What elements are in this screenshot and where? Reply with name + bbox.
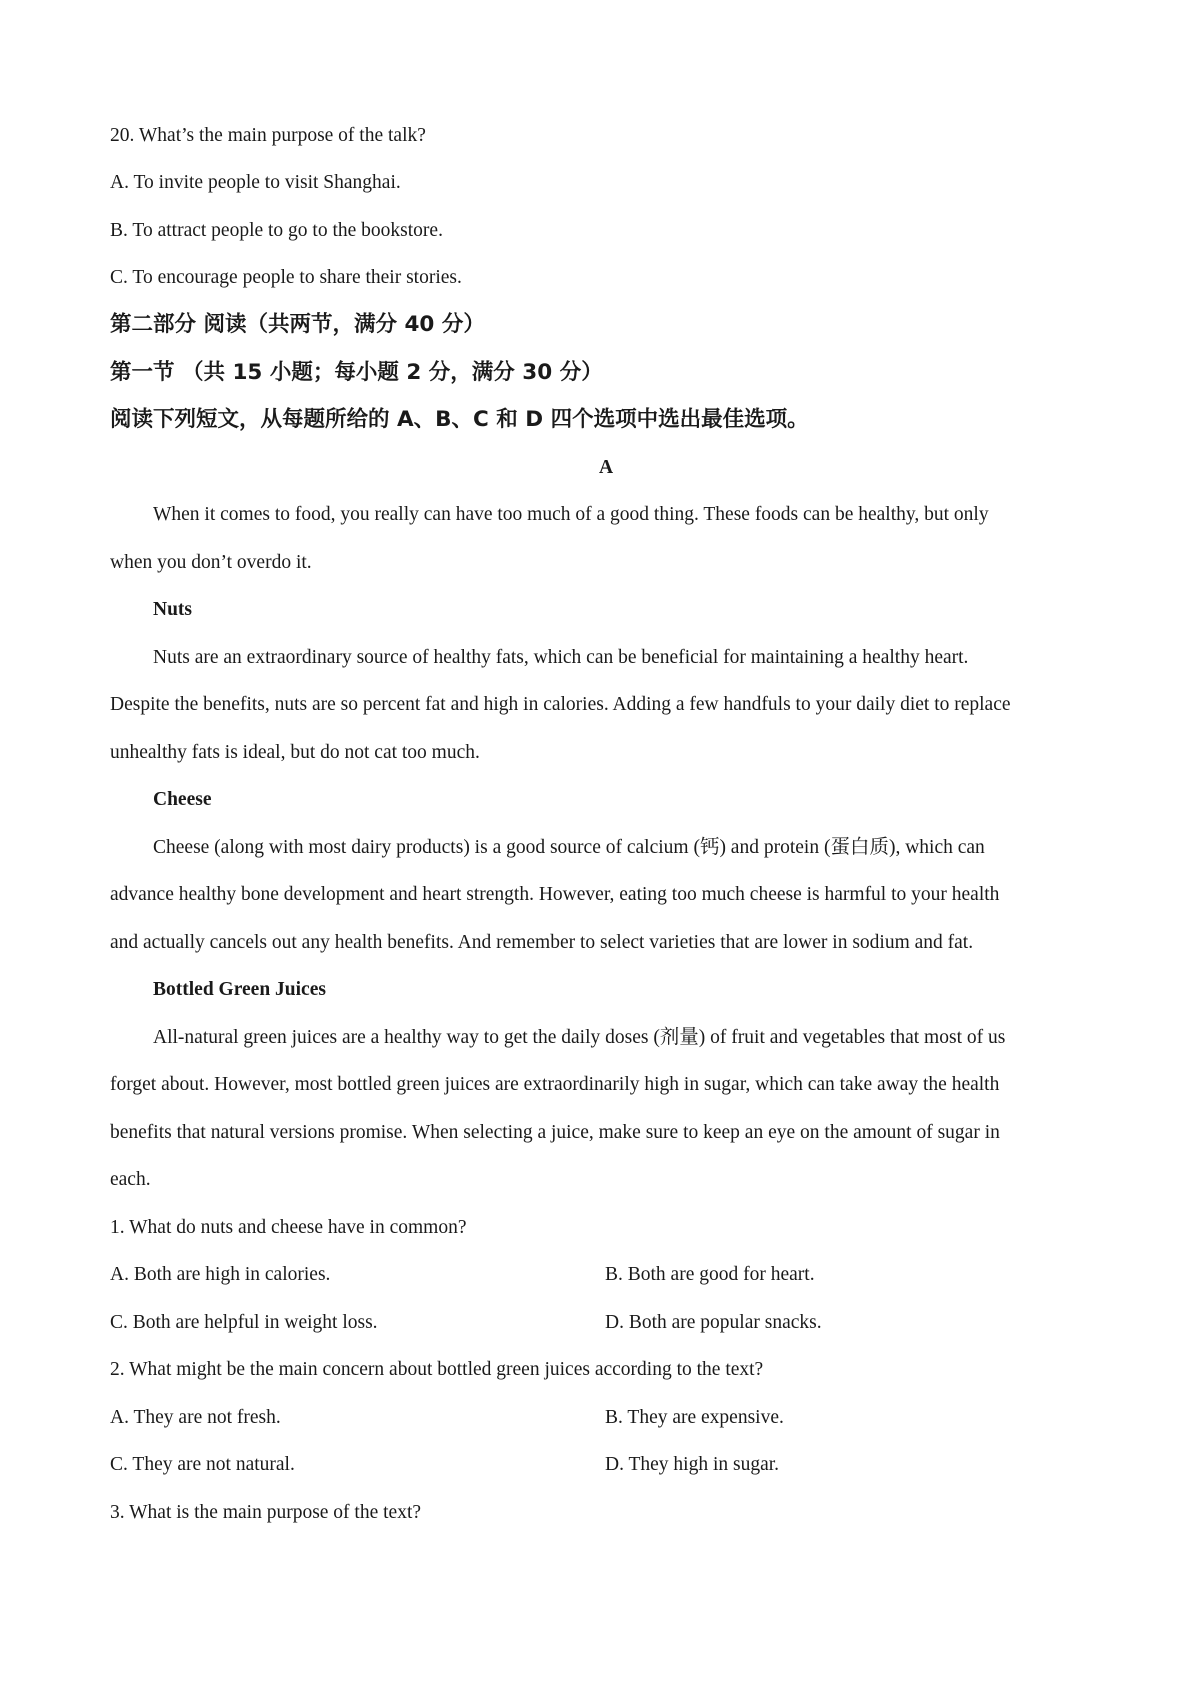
passage-intro-line-1: When it comes to food, you really can have too much of a good thing. These foods can be healthy, but only [153,504,989,525]
nuts-line-3: unhealthy fats is ideal, but do not cat too much. [110,742,480,763]
question-20-option-c: C. To encourage people to share their stories. [110,267,462,288]
nuts-line-2: Despite the benefits, nuts are so percent fat and high in calories. Adding a few handfuls to your daily diet to replace [110,694,1011,715]
passage-intro-line-2: when you don’t overdo it. [110,552,312,573]
juices-line-4: each. [110,1169,151,1190]
part-two-heading: 第二部分 阅读（共两节，满分 40 分） [110,312,485,337]
question-2-option-b: B. They are expensive. [605,1407,784,1428]
question-2-option-c: C. They are not natural. [110,1454,295,1475]
cheese-line-1: Cheese (along with most dairy products) is a good source of calcium (钙) and protein (蛋白质), which can [153,837,985,858]
section-title-cheese: Cheese [153,789,212,810]
juices-line-1: All-natural green juices are a healthy way to get the daily doses (剂量) of fruit and vegetables that most of us [153,1027,1006,1048]
section-one-heading: 第一节 （共 15 小题；每小题 2 分，满分 30 分） [110,360,603,385]
passage-letter: A [598,457,614,478]
question-20-option-a: A. To invite people to visit Shanghai. [110,172,401,193]
juices-line-3: benefits that natural versions promise. When selecting a juice, make sure to keep an eye on the amount of sugar in [110,1122,1000,1143]
question-2-stem: 2. What might be the main concern about bottled green juices according to the text? [110,1359,764,1380]
cheese-line-2: advance healthy bone development and heart strength. However, eating too much cheese is harmful to your health [110,884,1000,905]
question-2-option-d: D. They high in sugar. [605,1454,780,1475]
cheese-line-3: and actually cancels out any health benefits. And remember to select varieties that are lower in sodium and fat. [110,932,974,953]
question-1-option-a: A. Both are high in calories. [110,1264,331,1285]
question-1-stem: 1. What do nuts and cheese have in common? [110,1217,467,1238]
question-3-stem: 3. What is the main purpose of the text? [110,1502,422,1523]
question-20-option-b: B. To attract people to go to the bookstore. [110,220,443,241]
juices-line-2: forget about. However, most bottled green juices are extraordinarily high in sugar, which can take away the health [110,1074,1000,1095]
question-1-option-d: D. Both are popular snacks. [605,1312,822,1333]
question-1-option-c: C. Both are helpful in weight loss. [110,1312,378,1333]
section-title-nuts: Nuts [153,599,193,620]
question-1-option-b: B. Both are good for heart. [605,1264,815,1285]
nuts-line-1: Nuts are an extraordinary source of healthy fats, which can be beneficial for maintaining a healthy heart. [153,647,969,668]
section-title-juices: Bottled Green Juices [153,979,326,1000]
question-2-option-a: A. They are not fresh. [110,1407,281,1428]
reading-instruction: 阅读下列短文，从每题所给的 A、B、C 和 D 四个选项中选出最佳选项。 [110,407,809,432]
question-20-stem: 20. What’s the main purpose of the talk? [110,125,426,146]
